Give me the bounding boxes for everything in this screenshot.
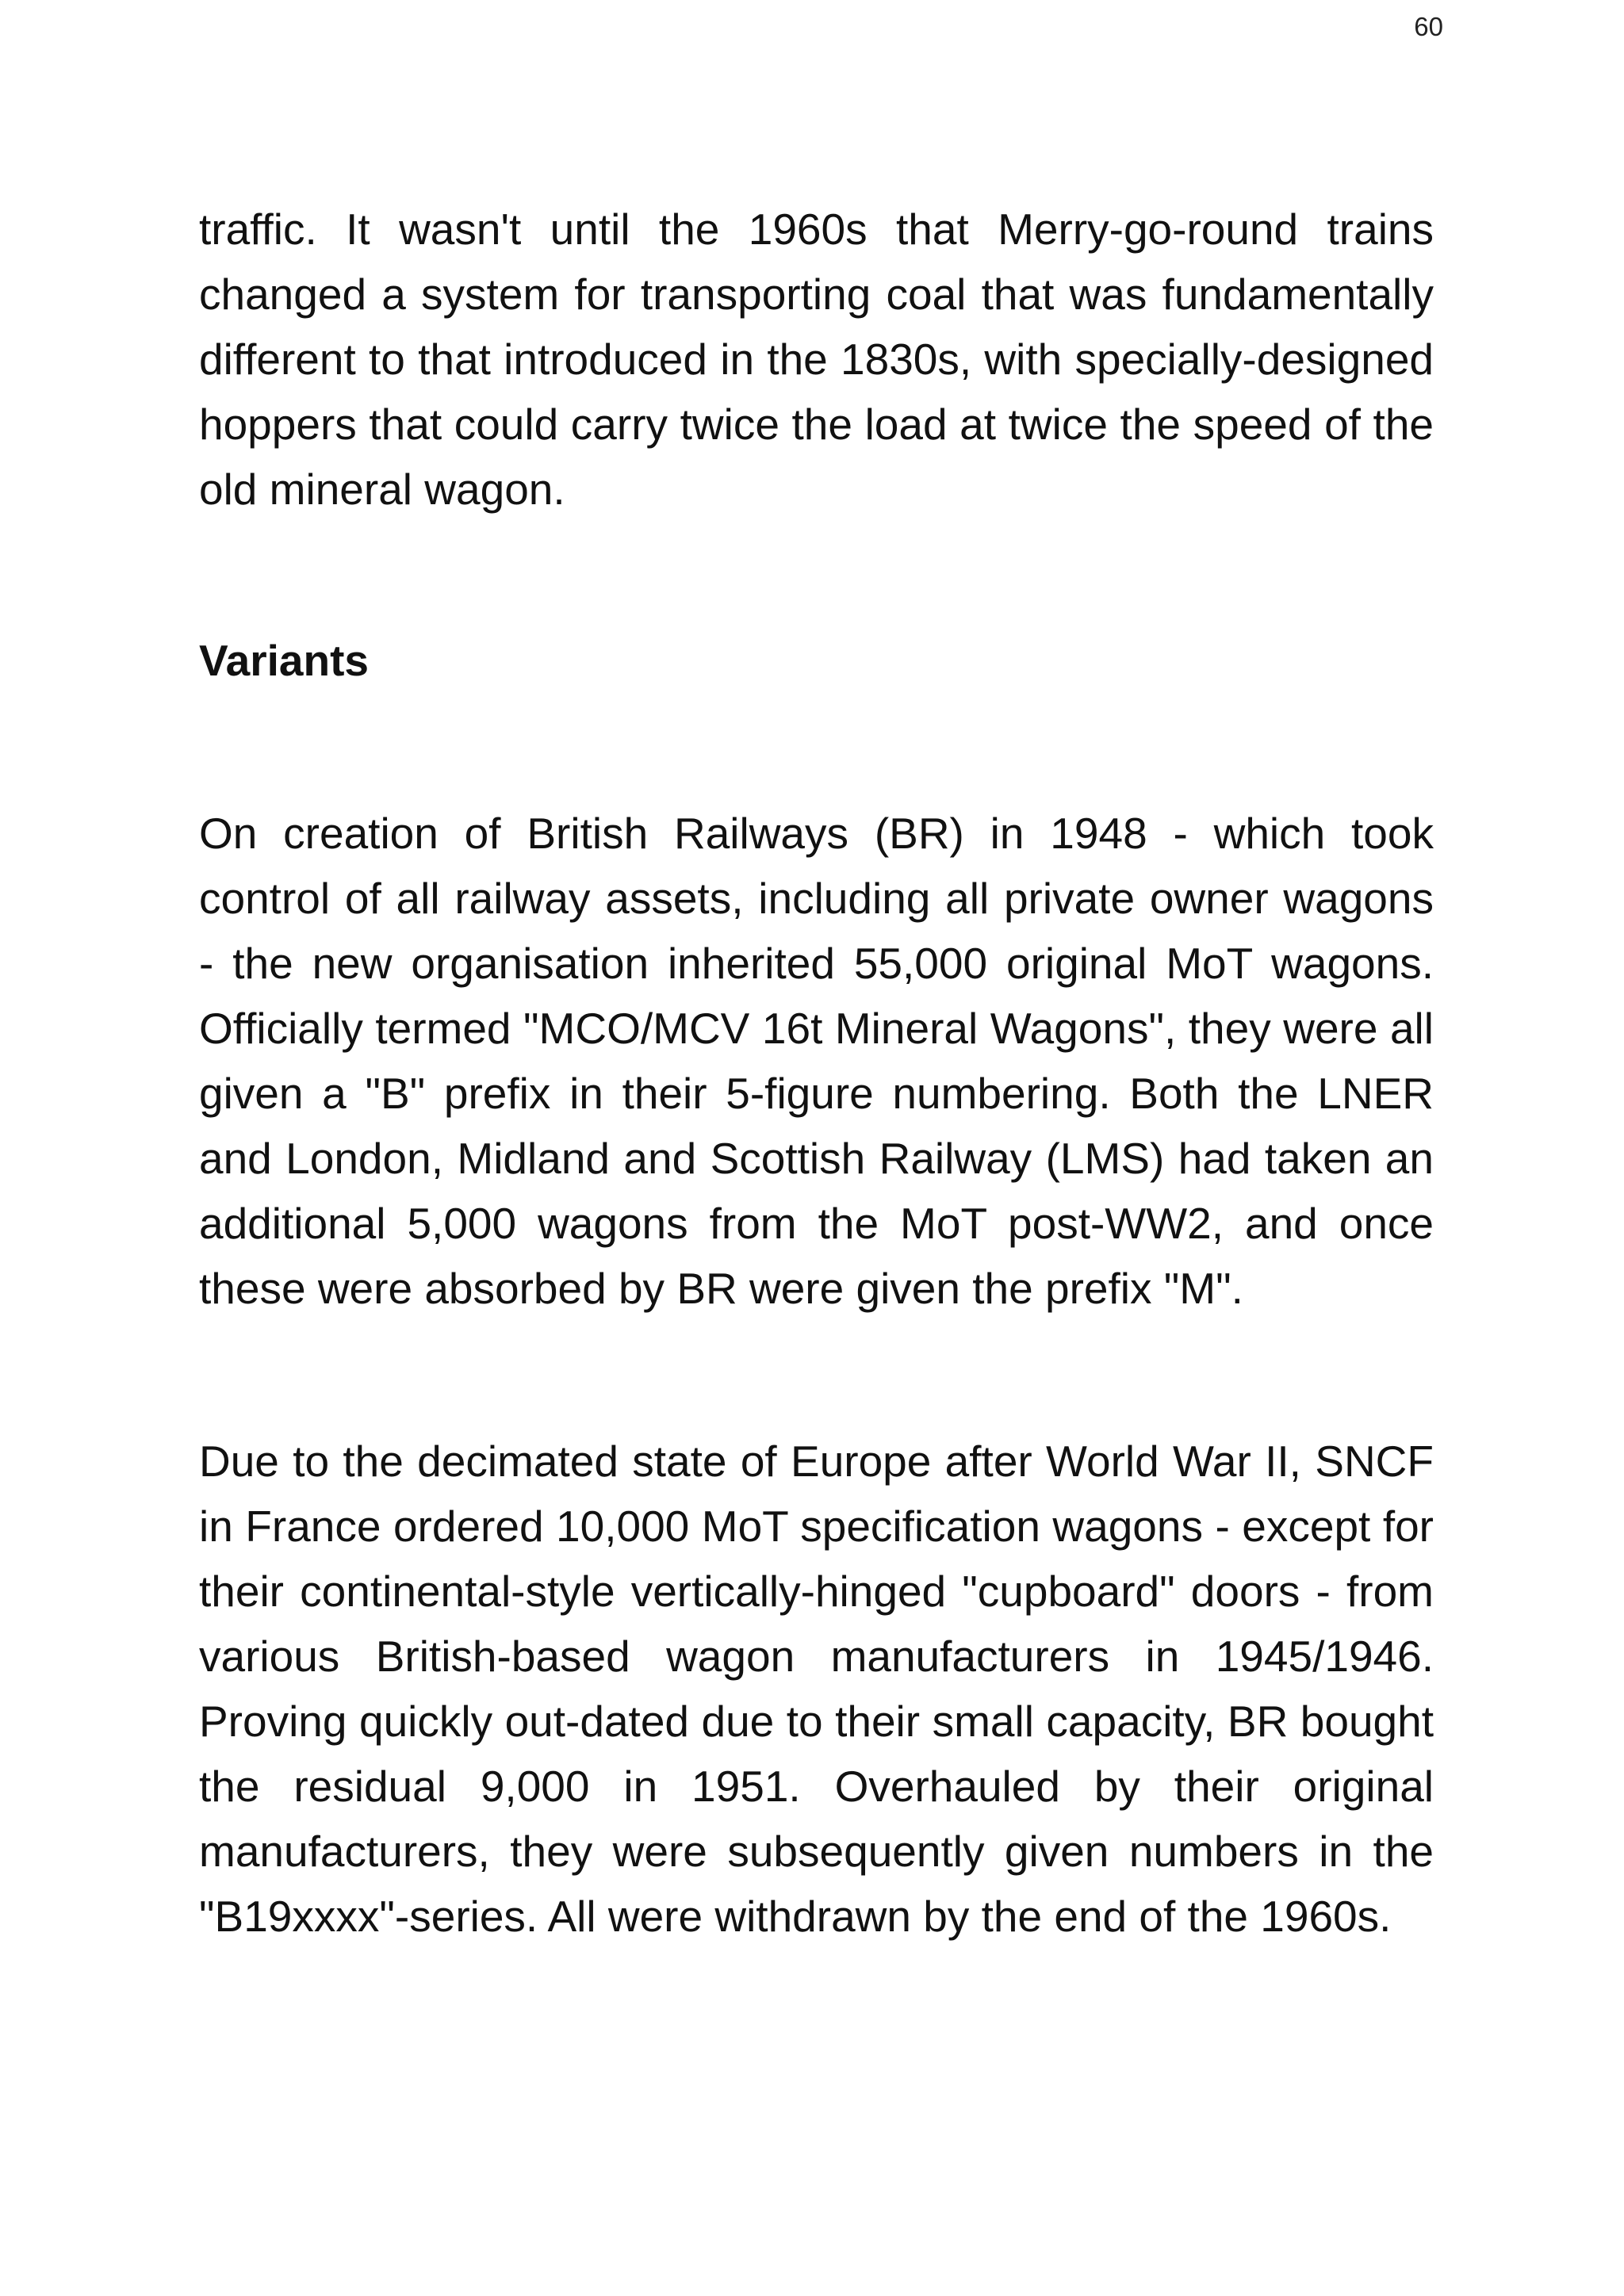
page-number: 60	[1414, 12, 1443, 41]
paragraph-sncf-wagons: Due to the decimated state of Europe after World War II, SNCF in France ordered 10,000 MoT specification wagons - except for their continental-style vertically-hinged "cupboard" doors - from various British-based wagon manufacturers in 1945/1946. Proving quickly out-dated due to their small capacity, BR bought the residual 9,000 in 1951. Overhauled by their original manufacturers, they were subsequently given numbers in the "B19xxxx"-series. All were withdrawn by the end of the 1960s.	[199, 1437, 1434, 1941]
paragraph-mgr-trains: traffic. It wasn't until the 1960s that Merry-go-round trains changed a system for transporting coal that was fundamentally different to that introduced in the 1830s, with specially-designed hoppers that could carry twice the load at twice the speed of the old mineral wagon.	[199, 205, 1434, 514]
section-heading-variants: Variants	[199, 636, 370, 685]
paragraph-british-railways: On creation of British Railways (BR) in 1948 - which took control of all railway assets, including all private owner wagons - the new organisation inherited 55,000 original MoT wagons. Officially termed "MCO/MCV 16t Mineral Wagons", they were all given a "B" prefix in their 5-figure numbering. Both the LNER and London, Midland and Scottish Railway (LMS) had taken an additional 5,000 wagons from the MoT post-WW2, and once these were absorbed by BR were given the prefix "M".	[199, 809, 1434, 1313]
page-content	[199, 197, 1434, 1949]
